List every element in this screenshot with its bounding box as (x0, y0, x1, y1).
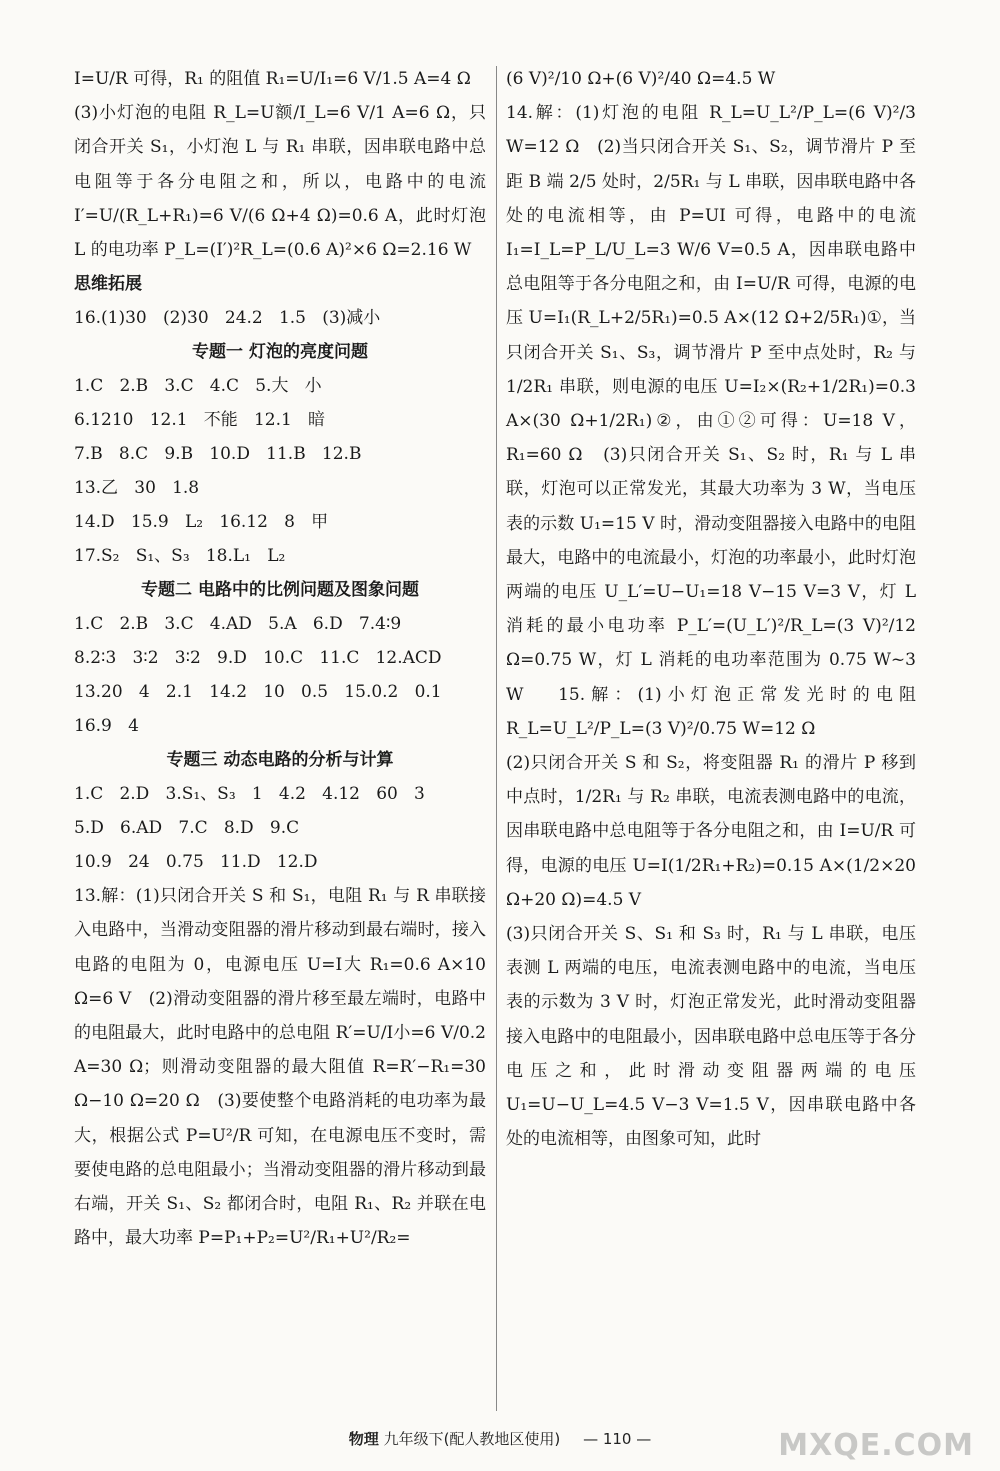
answer-paragraph: 14.解：(1)灯泡的电阻 R_L=U_L²/P_L=(6 V)²/3 W=12 Ω (2)当只闭合开关 S₁、S₂，调节滑片 P 至距 B 端 2/5 处时，2/5R₁ 与 L 串联，因串联电路中各处的电流相等，由 P=UI 可得，电路中的电流 I₁=I_L=P_L/U_L=3 W/6 V=0.5 A，因串联电路中总电阻等于各分电阻之和，由 I=U/R 可得，电源的电压 U=I₁(R_L+2/5R₁)=0.5 A×(12 Ω+2/5R₁)①，当只闭合开关 S₁、S₃，调节滑片 P 至中点处时，R₂ 与 1/2R₁ 串联，则电源的电压 U=I₂×(R₂+1/2R₁)=0.3 A×(30 Ω+1/2R₁)②，由①②可得：U=18 V，R₁=60 Ω (3)只闭合开关 S₁、S₂ 时，R₁ 与 L 串联，灯泡可以正常发光，其最大功率为 3 W，当电压表的示数 U₁=15 V 时，滑动变阻器接入电路中的电阻最大，电路中的电流最小，灯泡的功率最小，此时灯泡两端的电压 U_L′=U−U₁=18 V−15 V=3 V，灯 L 消耗的最小电功率 P_L′=(U_L′)²/R_L=(3 V)²/12 Ω=0.75 W，灯 L 消耗的电功率范围为 0.75 W~3 W 15.解：(1)小灯泡正常发光时的电阻 R_L=U_L²/P_L=(3 V)²/0.75 W=12 Ω (506, 103, 922, 739)
page-number: — 110 — (583, 1430, 652, 1448)
section-heading: 思维拓展 (74, 274, 142, 295)
answer-line: 5.D 6.AD 7.C 8.D 9.C (74, 818, 300, 839)
topic-heading: 专题三 动态电路的分析与计算 (166, 750, 394, 771)
left-column (74, 62, 492, 1255)
answer-line: 10.9 24 0.75 11.D 12.D (74, 852, 318, 873)
answer-paragraph: (3)只闭合开关 S、S₁ 和 S₃ 时，R₁ 与 L 串联，电压表测 L 两端的电压，电流表测电路中的电流，当电压表的示数为 3 V 时，灯泡正常发光，此时滑动变阻器接入电路中的电阻最小，因串联电路中总电压等于各分电压之和，此时滑动变阻器两端的电压 U₁=U−U_L=4.5 V−3 V=1.5 V，因串联电路中各处的电流相等，由图象可知，此时 (506, 924, 922, 1150)
topic-heading: 专题一 灯泡的亮度问题 (192, 342, 368, 363)
answer-paragraph: (6 V)²/10 Ω+(6 V)²/40 Ω=4.5 W (506, 69, 776, 89)
right-column (506, 62, 922, 1157)
answer-line: 8.2∶3 3∶2 3∶2 9.D 10.C 11.C 12.ACD (74, 648, 442, 669)
answer-paragraph: (3)小灯泡的电阻 R_L=U额/I_L=6 V/1 A=6 Ω，只闭合开关 S₁，小灯泡 L 与 R₁ 串联，因串联电路中总电阻等于各分电阻之和，所以，电路中的电流 I′=U/(R_L+R₁)=6 V/(6 Ω+4 Ω)=0.6 A，此时灯泡 L 的电功率 P_L=(I′)²R_L=(0.6 A)²×6 Ω=2.16 W (74, 103, 492, 261)
answer-line: 1.C 2.D 3.S₁、S₃ 1 4.2 4.12 60 3 (74, 784, 425, 805)
answer-line: 1.C 2.B 3.C 4.AD 5.A 6.D 7.4∶9 (74, 614, 402, 635)
column-divider (496, 66, 497, 1411)
answer-line: 13.20 4 2.1 14.2 10 0.5 15.0.2 0.1 (74, 682, 442, 703)
answer-line: 1.C 2.B 3.C 4.C 5.大 小 (74, 376, 322, 397)
answer-line: 6.1210 12.1 不能 12.1 暗 (74, 410, 326, 431)
answer-line: 14.D 15.9 L₂ 16.12 8 甲 (74, 512, 329, 533)
answer-paragraph: I=U/R 可得，R₁ 的阻值 R₁=U/I₁=6 V/1.5 A=4 Ω (74, 69, 471, 89)
answer-line: 16.(1)30 (2)30 24.2 1.5 (3)减小 (74, 308, 381, 329)
footer-subject: 物理 (348, 1430, 379, 1448)
footer-grade: 九年级下(配人教地区使用) (383, 1430, 561, 1448)
answer-line: 16.9 4 (74, 716, 139, 737)
topic-heading: 专题二 电路中的比例问题及图象问题 (141, 580, 419, 601)
watermark-logo: MXQE.COM (778, 1428, 974, 1463)
answer-paragraph: (2)只闭合开关 S 和 S₂，将变阻器 R₁ 的滑片 P 移到中点时，1/2R₁ 与 R₂ 串联，电流表测电路中的电流，因串联电路中总电阻等于各分电阻之和，由 I=U/R 可得，电源的电压 U=I(1/2R₁+R₂)=0.15 A×(1/2×20 Ω+20 Ω)=4.5 V (506, 753, 922, 910)
answer-line: 13.乙 30 1.8 (74, 478, 200, 499)
answer-line: 17.S₂ S₁、S₃ 18.L₁ L₂ (74, 546, 286, 567)
answer-line: 7.B 8.C 9.B 10.D 11.B 12.B (74, 444, 362, 465)
answer-paragraph: 13.解：(1)只闭合开关 S 和 S₁，电阻 R₁ 与 R 串联接入电路中，当滑动变阻器的滑片移动到最右端时，接入电路的电阻为 0，电源电压 U=I大 R₁=0.6 A×10 Ω=6 V (2)滑动变阻器的滑片移至最左端时，电路中的电阻最大，此时电路中的总电阻 R′=U/I小=6 V/0.2 A=30 Ω；则滑动变阻器的最大阻值 R=R′−R₁=30 Ω−10 Ω=20 Ω (3)要使整个电路消耗的电功率为最大，根据公式 P=U²/R 可知，在电源电压不变时，需要使电路的总电阻最小；当滑动变阻器的滑片移动到最右端，开关 S₁、S₂ 都闭合时，电阻 R₁、R₂ 并联在电路中，最大功率 P=P₁+P₂=U²/R₁+U²/R₂= (74, 886, 492, 1249)
